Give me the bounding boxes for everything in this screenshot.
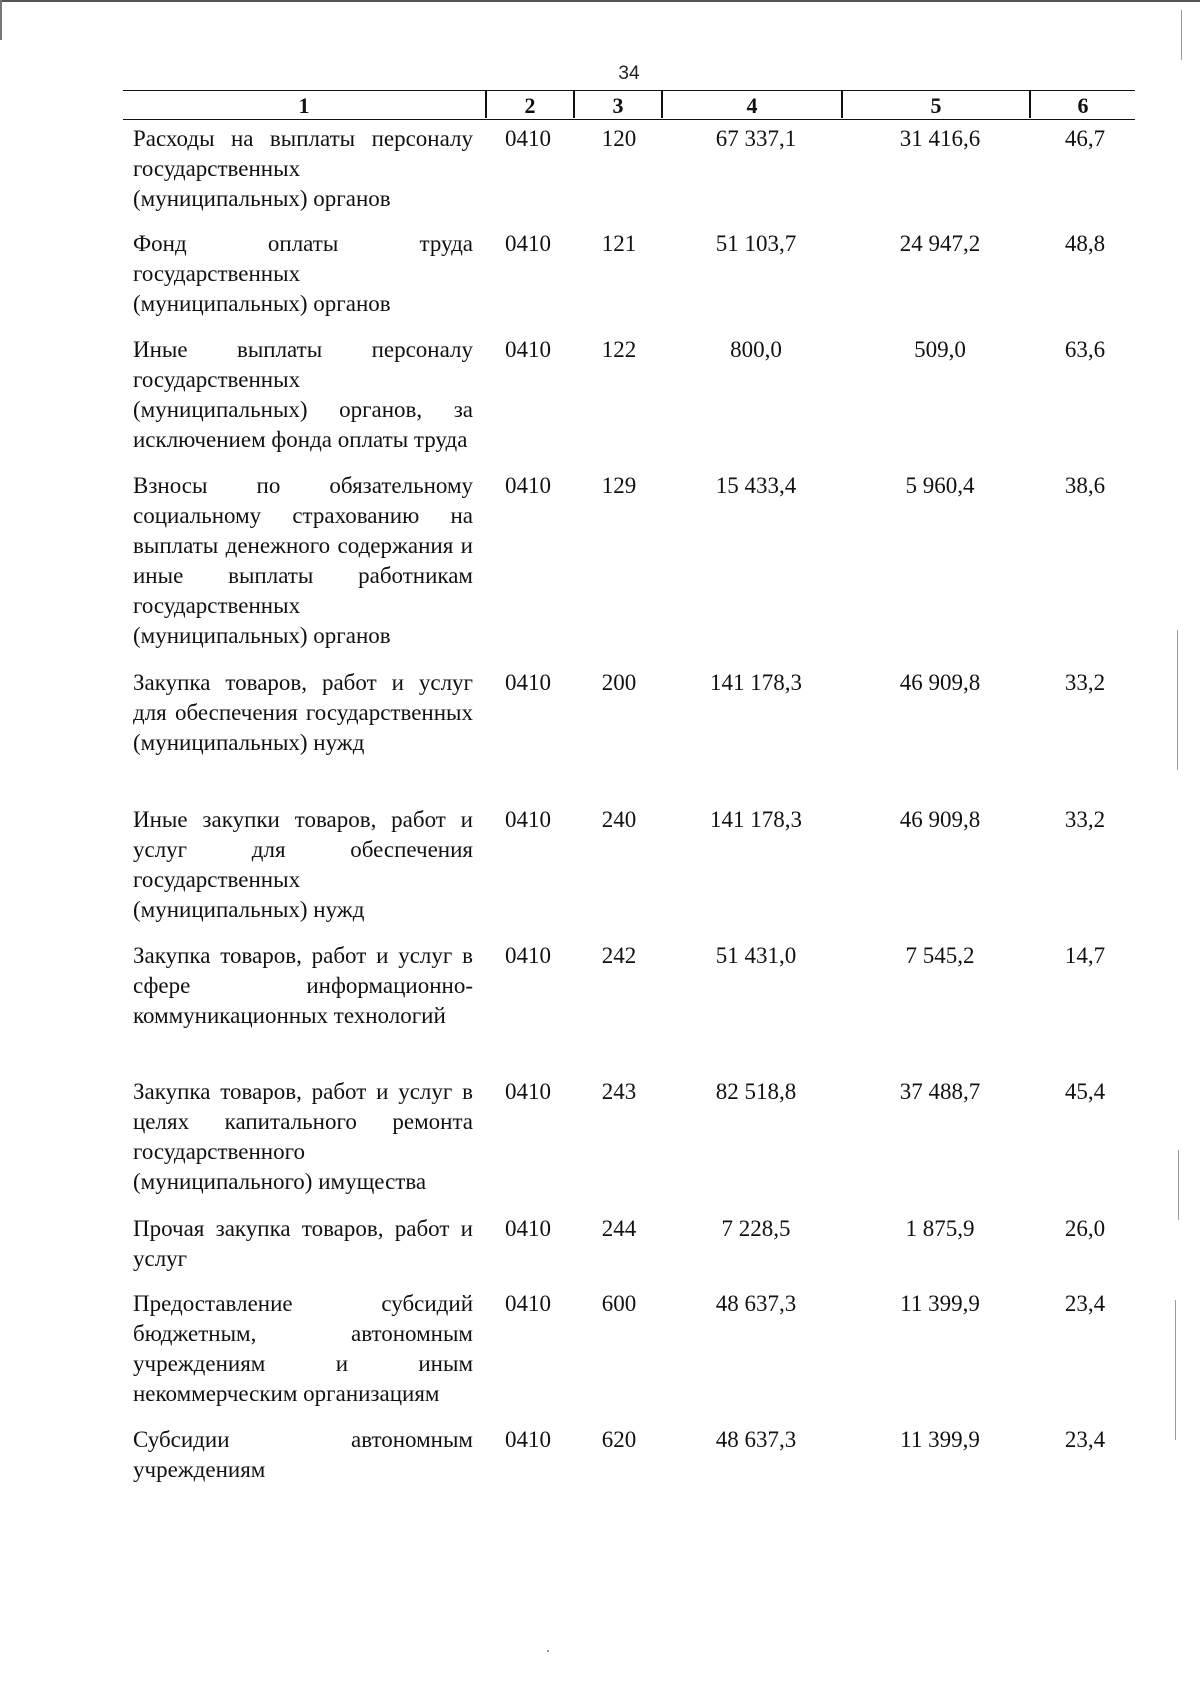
header-cell-1: 1 [298, 93, 310, 118]
row-col3: 240 [601, 807, 637, 832]
row-col3: 600 [601, 1291, 637, 1316]
row-col4: 67 337,1 [715, 126, 797, 151]
row-col2: 0410 [505, 1427, 551, 1452]
row-col4: 141 178,3 [710, 670, 802, 695]
row-col3: 244 [601, 1216, 637, 1241]
row-col4: 51 103,7 [715, 231, 797, 256]
row-col4: 800,0 [730, 337, 782, 362]
row-col5: 509,0 [914, 337, 966, 362]
row-col2: 0410 [505, 670, 551, 695]
row-name: Предоставление субсидий бюджетным, автономным учреждениям и иным некоммерческим организациям [133, 1291, 473, 1406]
row-col2: 0410 [505, 1291, 551, 1316]
row-col4: 82 518,8 [715, 1079, 797, 1104]
header-cell-2: 2 [524, 93, 536, 118]
row-name: Расходы на выплаты персоналу государственных (муниципальных) органов [133, 126, 473, 211]
row-col5: 46 909,8 [899, 670, 981, 695]
row-col5: 37 488,7 [899, 1079, 981, 1104]
row-col5: 1 875,9 [905, 1216, 975, 1241]
row-col6: 48,8 [1064, 231, 1106, 256]
scan-speck [1177, 630, 1178, 770]
row-col5: 24 947,2 [899, 231, 981, 256]
scan-speck [1181, 10, 1182, 60]
row-col6: 33,2 [1064, 807, 1106, 832]
row-col3: 242 [601, 943, 637, 968]
page-number: 34 [618, 63, 640, 84]
row-col2: 0410 [505, 943, 551, 968]
row-col2: 0410 [505, 1216, 551, 1241]
scan-edge [0, 0, 2, 40]
header-cell-3: 3 [612, 93, 624, 118]
row-col2: 0410 [505, 231, 551, 256]
row-col4: 48 637,3 [715, 1291, 797, 1316]
scan-speck [547, 1650, 549, 1652]
row-col2: 0410 [505, 126, 551, 151]
row-name: Иные выплаты персоналу государственных (муниципальных) органов, за исключением фонда оплаты труда [133, 337, 473, 452]
row-col3: 243 [601, 1079, 637, 1104]
row-col5: 31 416,6 [899, 126, 981, 151]
row-col5: 11 399,9 [900, 1427, 980, 1452]
row-col5: 5 960,4 [905, 473, 975, 498]
row-col6: 14,7 [1064, 943, 1106, 968]
row-name: Субсидии автономным учреждениям [133, 1427, 473, 1482]
row-col6: 45,4 [1064, 1079, 1106, 1104]
row-name: Прочая закупка товаров, работ и услуг [133, 1216, 473, 1271]
row-col2: 0410 [505, 473, 551, 498]
row-col3: 120 [601, 126, 637, 151]
row-name: Закупка товаров, работ и услуг в сфере информационно-коммуникационных технологий [133, 943, 473, 1028]
row-name: Закупка товаров, работ и услуг в целях капитального ремонта государственного (муниципального) имущества [133, 1079, 473, 1194]
row-col4: 51 431,0 [715, 943, 797, 968]
row-col3: 122 [601, 337, 637, 362]
row-name: Взносы по обязательному социальному страхованию на выплаты денежного содержания и иные выплаты работникам государственных (муниципальных) органов [133, 473, 473, 648]
row-col6: 46,7 [1064, 126, 1106, 151]
row-col5: 7 545,2 [905, 943, 975, 968]
row-col4: 141 178,3 [710, 807, 802, 832]
table-header [123, 90, 1135, 120]
row-col2: 0410 [505, 1079, 551, 1104]
row-col4: 48 637,3 [715, 1427, 797, 1452]
scan-speck [1175, 1300, 1176, 1440]
row-col6: 23,4 [1064, 1427, 1106, 1452]
row-col3: 121 [601, 231, 637, 256]
row-col5: 46 909,8 [899, 807, 981, 832]
row-name: Иные закупки товаров, работ и услуг для обеспечения государственных (муниципальных) нужд [133, 807, 473, 922]
row-col6: 23,4 [1064, 1291, 1106, 1316]
scan-speck [1178, 1150, 1179, 1220]
row-col6: 38,6 [1064, 473, 1106, 498]
row-col3: 200 [601, 670, 637, 695]
header-cell-5: 5 [930, 93, 942, 118]
row-name: Фонд оплаты труда государственных (муниципальных) органов [133, 231, 473, 316]
row-col6: 33,2 [1064, 670, 1106, 695]
row-col2: 0410 [505, 337, 551, 362]
row-col6: 63,6 [1064, 337, 1106, 362]
header-cell-4: 4 [746, 93, 758, 118]
row-col3: 620 [601, 1427, 637, 1452]
scan-edge [0, 0, 1200, 2]
row-col6: 26,0 [1064, 1216, 1106, 1241]
row-name: Закупка товаров, работ и услуг для обеспечения государственных (муниципальных) нужд [133, 670, 473, 755]
header-cell-6: 6 [1077, 93, 1089, 118]
row-col3: 129 [601, 473, 637, 498]
row-col2: 0410 [505, 807, 551, 832]
row-col5: 11 399,9 [900, 1291, 980, 1316]
row-col4: 15 433,4 [715, 473, 797, 498]
row-col4: 7 228,5 [721, 1216, 791, 1241]
